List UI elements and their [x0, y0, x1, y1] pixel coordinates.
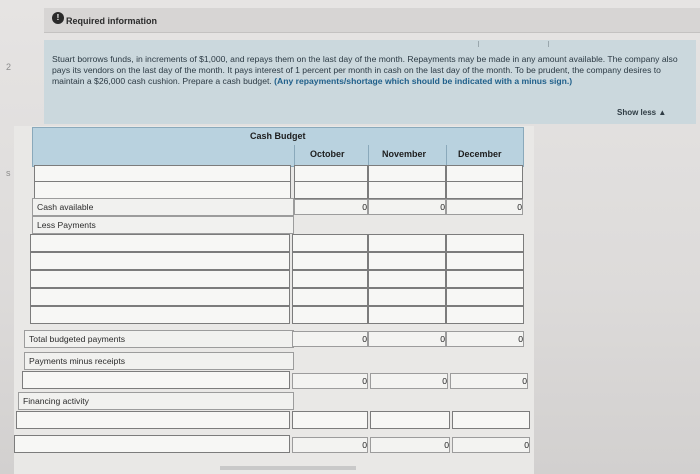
receipts-label-input[interactable] [22, 371, 290, 389]
margin-letter: s [6, 168, 11, 178]
payment-november-input[interactable] [368, 270, 446, 288]
show-less-button[interactable]: Show less ▲ [617, 108, 667, 117]
payment-november-input[interactable] [368, 252, 446, 270]
payment-november-input[interactable] [368, 288, 446, 306]
column-december: December [458, 149, 502, 159]
payment-october-input[interactable] [292, 270, 368, 288]
payment-label-input[interactable] [30, 234, 290, 252]
cash-available-october: 0 [294, 199, 368, 215]
december-input[interactable] [446, 181, 523, 199]
label-less-payments: Less Payments [32, 216, 294, 234]
financing-december-input[interactable] [452, 411, 530, 429]
label-payments-minus-receipts: Payments minus receipts [24, 352, 294, 370]
payment-label-input[interactable] [30, 252, 290, 270]
payment-label-input[interactable] [30, 306, 290, 324]
payment-october-input[interactable] [292, 234, 368, 252]
header-title: Required information [66, 16, 158, 26]
scroll-marker [478, 41, 479, 47]
column-divider [294, 145, 295, 165]
description-text: Stuart borrows funds, in increments of $1,000, and repays them on the last day of the month. Repayments may be made in any amount available. The company also pays its vendors on the last day of the month. It pays interest of 1 percent per month in cash on the last day of the month. To be prudent, the company desires to maintain a $26,000 cash cushion. Prepare a cash budget. [52, 54, 678, 86]
row-label-input[interactable] [34, 181, 291, 199]
payment-october-input[interactable] [292, 252, 368, 270]
payments-minus-receipts-december: 0 [450, 373, 528, 389]
financing-label-input[interactable] [16, 411, 290, 429]
ending-october: 0 [292, 437, 368, 453]
total-budgeted-november: 0 [368, 331, 446, 347]
description-note: (Any repayments/shortage which should be indicated with a minus sign.) [274, 75, 573, 86]
label-financing-activity: Financing activity [18, 392, 294, 410]
label-total-budgeted-payments: Total budgeted payments [24, 330, 294, 348]
ending-label-input[interactable] [14, 435, 290, 453]
alert-icon: ! [52, 12, 64, 24]
payment-november-input[interactable] [368, 306, 446, 324]
column-november: November [382, 149, 427, 159]
payment-october-input[interactable] [292, 288, 368, 306]
payment-december-input[interactable] [446, 288, 524, 306]
column-october: October [310, 149, 345, 159]
total-budgeted-december: 0 [446, 331, 524, 347]
payments-minus-receipts-october: 0 [292, 373, 368, 389]
payment-december-input[interactable] [446, 306, 524, 324]
ending-december: 0 [452, 437, 530, 453]
ending-november: 0 [370, 437, 450, 453]
margin-number: 2 [6, 62, 12, 72]
payment-label-input[interactable] [30, 270, 290, 288]
column-divider [446, 145, 447, 165]
payment-december-input[interactable] [446, 234, 524, 252]
payment-december-input[interactable] [446, 270, 524, 288]
financing-october-input[interactable] [292, 411, 368, 429]
problem-description [52, 54, 692, 86]
label-cash-available: Cash available [32, 198, 294, 216]
column-divider [368, 145, 369, 165]
bottom-scrollbar[interactable] [220, 466, 356, 470]
payment-label-input[interactable] [30, 288, 290, 306]
cash-budget-title: Cash Budget [250, 131, 306, 141]
payment-december-input[interactable] [446, 252, 524, 270]
cash-available-december: 0 [446, 199, 523, 215]
october-input[interactable] [294, 181, 368, 199]
payment-november-input[interactable] [368, 234, 446, 252]
financing-november-input[interactable] [370, 411, 450, 429]
payment-october-input[interactable] [292, 306, 368, 324]
cash-available-november: 0 [368, 199, 446, 215]
scroll-marker [548, 41, 549, 47]
payments-minus-receipts-november: 0 [370, 373, 448, 389]
total-budgeted-october: 0 [292, 331, 368, 347]
november-input[interactable] [368, 181, 446, 199]
